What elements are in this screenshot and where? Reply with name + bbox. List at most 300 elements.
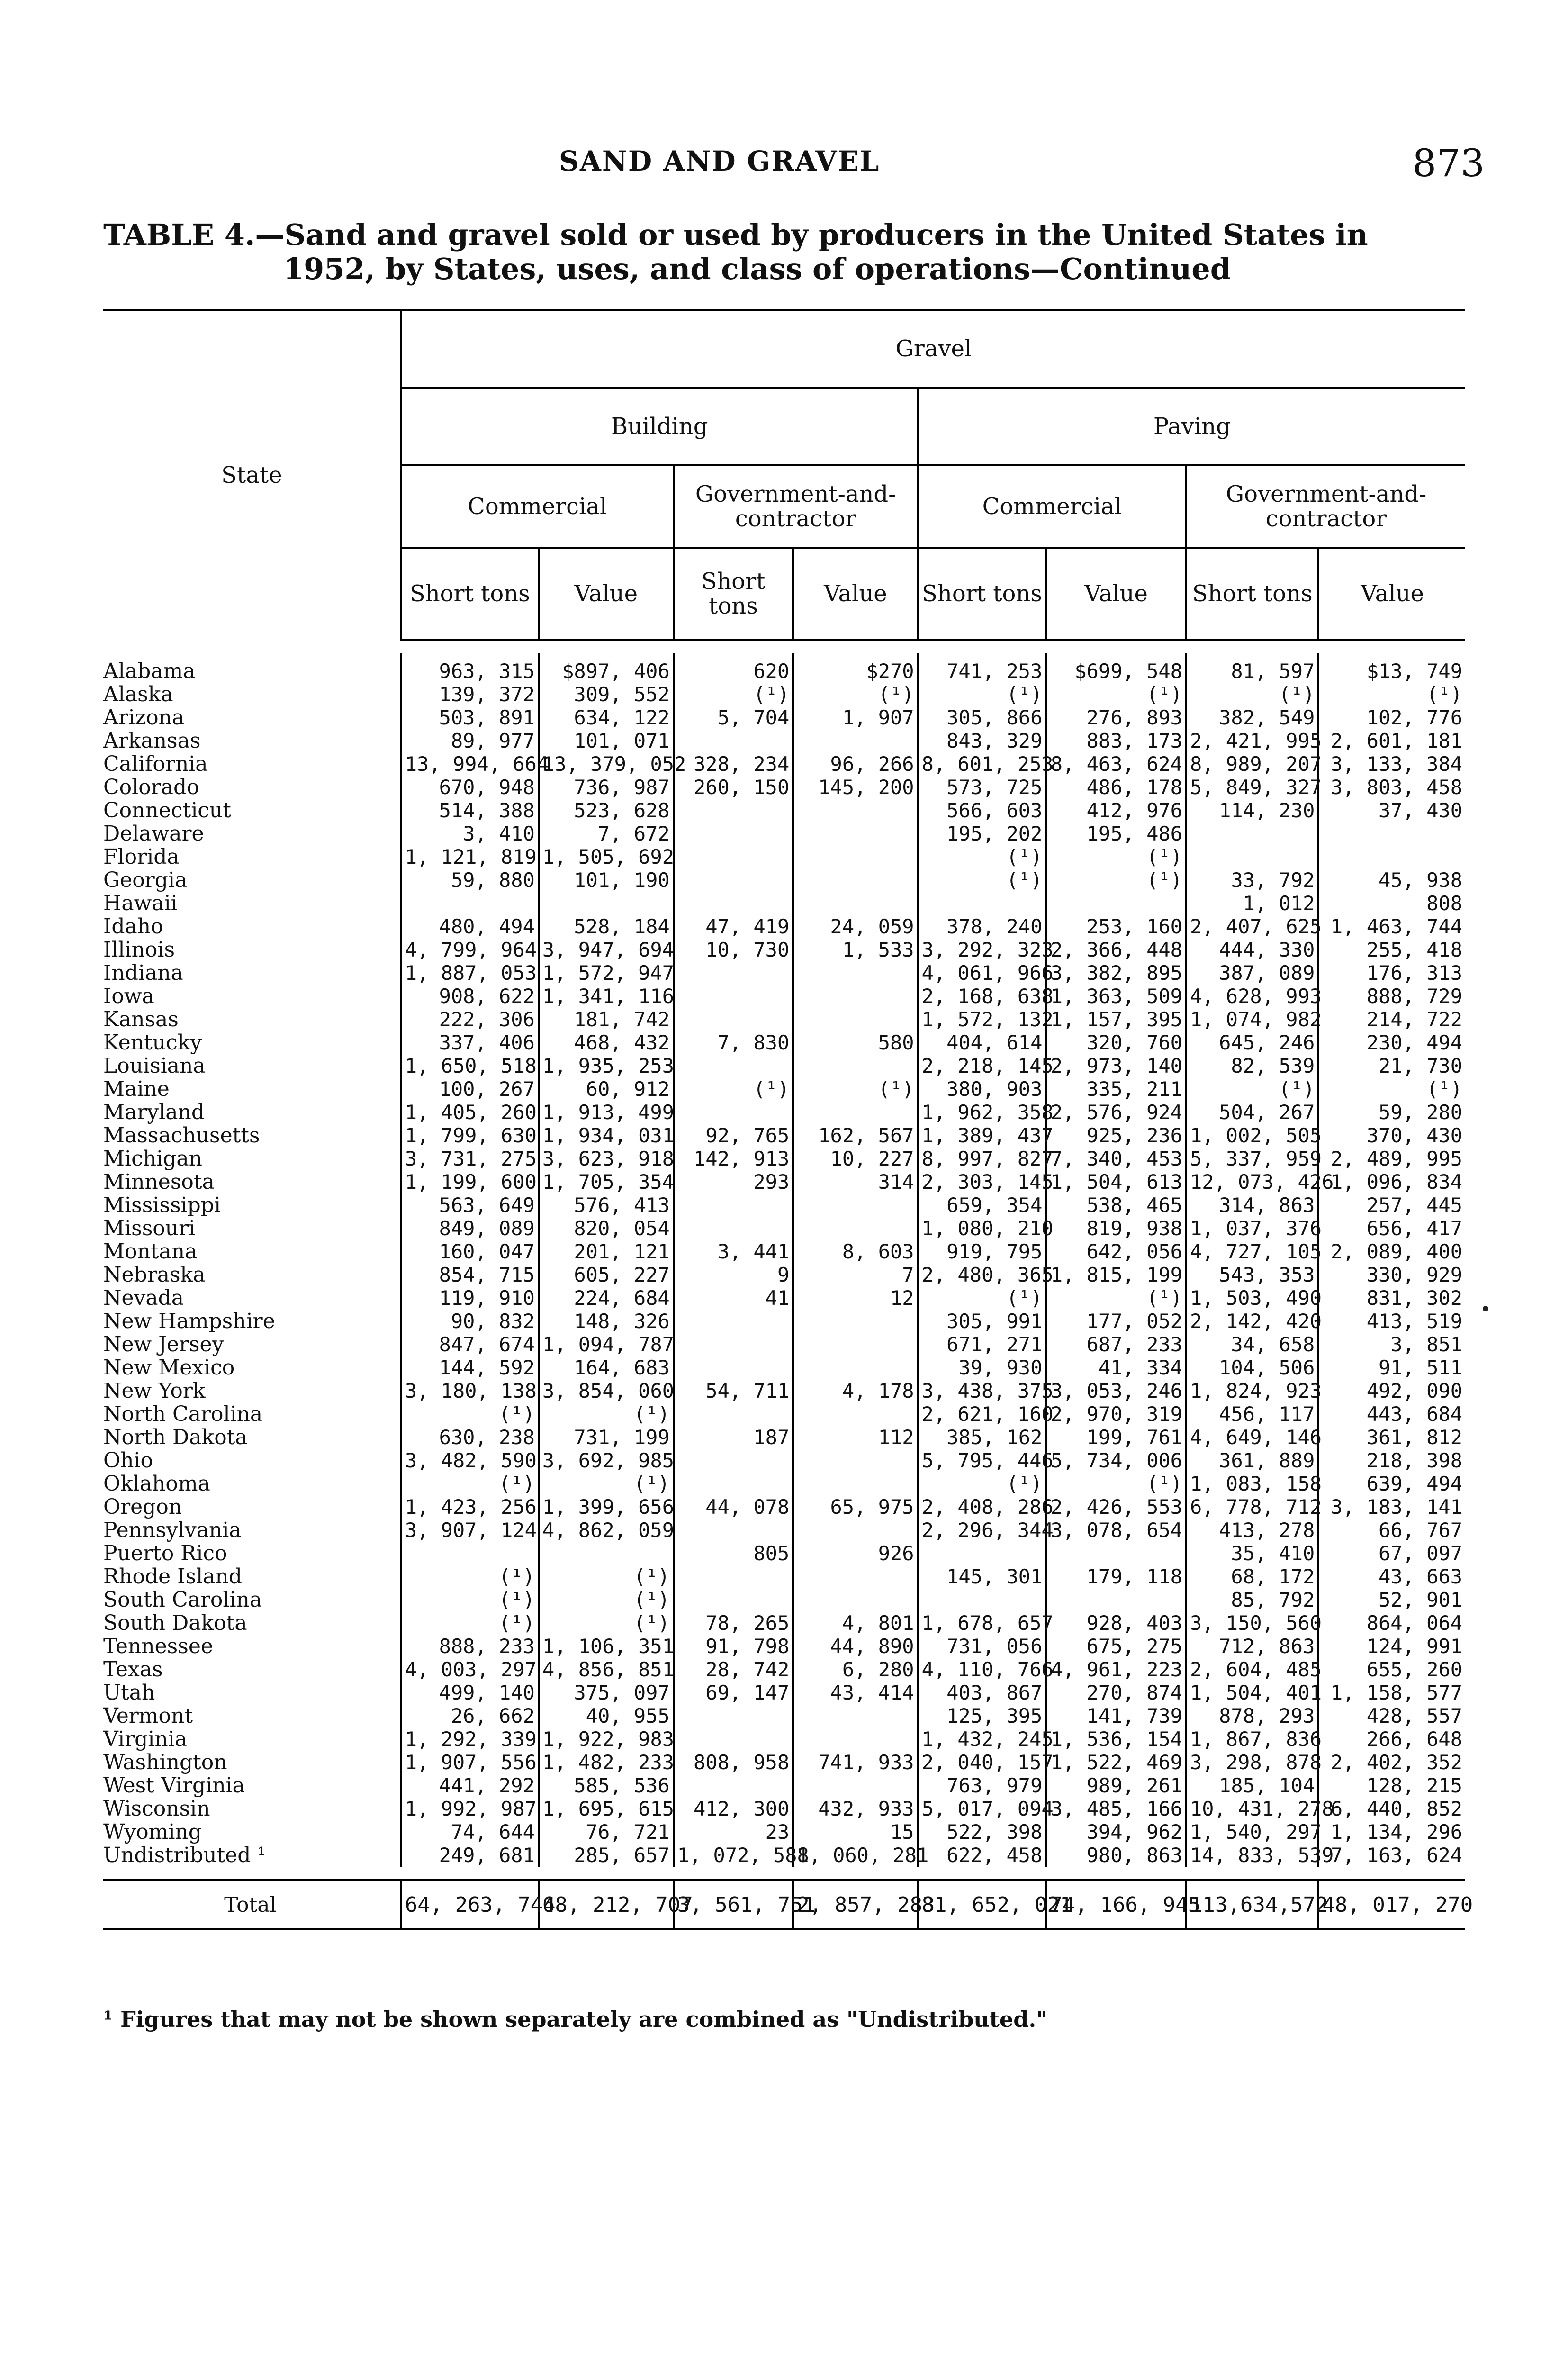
short-tons-header: Short tons: [1186, 548, 1318, 640]
table-cell: 141, 739: [1046, 1704, 1186, 1727]
paving-header: Paving: [918, 388, 1465, 465]
table-cell: 91, 798: [674, 1635, 793, 1658]
table-cell: 1, 533: [793, 938, 918, 961]
table-cell: 8, 997, 827: [918, 1147, 1046, 1170]
table-cell: 3, 183, 141: [1318, 1495, 1465, 1519]
state-name: South Carolina: [103, 1588, 262, 1612]
table-cell: 378, 240: [918, 915, 1046, 938]
table-row: [103, 1774, 1465, 1797]
table-cell: 330, 929: [1318, 1263, 1465, 1286]
table-cell: 164, 683: [539, 1356, 674, 1379]
state-name: Maine: [103, 1077, 170, 1101]
table-cell: 114, 230: [1186, 799, 1318, 822]
table-row: [103, 1542, 1465, 1565]
table-cell: 1, 504, 401: [1186, 1681, 1318, 1704]
table-row: [103, 1565, 1465, 1588]
table-cell: 44, 890: [793, 1635, 918, 1658]
table-cell: 68, 172: [1186, 1565, 1318, 1588]
table-cell: 37, 430: [1318, 799, 1465, 822]
table-cell: 3, 851: [1318, 1333, 1465, 1356]
table-cell: 3, 133, 384: [1318, 752, 1465, 776]
table-cell: 926: [793, 1542, 918, 1565]
table-cell: 522, 398: [918, 1820, 1046, 1844]
short-tons-header: Short tons: [674, 548, 793, 640]
table-cell: 3, 947, 694: [539, 938, 674, 961]
table-cell: 1, 505, 692: [539, 845, 674, 868]
table-cell: (¹): [539, 1565, 674, 1588]
state-name: Utah: [103, 1681, 155, 1705]
table-cell: 1, 695, 615: [539, 1797, 674, 1820]
table-cell: 102, 776: [1318, 706, 1465, 729]
table-cell: [793, 1565, 918, 1588]
table-cell: 908, 622: [401, 985, 539, 1008]
table-cell: (¹): [674, 1077, 793, 1101]
table-cell: 21, 730: [1318, 1054, 1465, 1077]
scan-speck: [1483, 1306, 1488, 1311]
table-cell: [674, 1402, 793, 1426]
table-row: [103, 1472, 1465, 1495]
table-cell: 113,634,572: [1186, 1880, 1318, 1929]
table-cell: 314, 863: [1186, 1194, 1318, 1217]
table-cell: 1, 650, 518: [401, 1054, 539, 1077]
table-cell: [1046, 1588, 1186, 1611]
table-cell: [1046, 1542, 1186, 1565]
table-cell: 3, 410: [401, 822, 539, 845]
table-cell: 34, 658: [1186, 1333, 1318, 1356]
table-cell: 1, 962, 358: [918, 1101, 1046, 1124]
table-cell: $699, 548: [1046, 653, 1186, 683]
table-cell: 361, 889: [1186, 1449, 1318, 1472]
state-name: Wyoming: [103, 1820, 202, 1844]
table-cell: 2, 218, 145: [918, 1054, 1046, 1077]
table-row: [103, 868, 1465, 892]
table-cell: 888, 729: [1318, 985, 1465, 1008]
table-cell: 309, 552: [539, 683, 674, 706]
table-cell: 980, 863: [1046, 1844, 1186, 1867]
table-cell: 3, 692, 985: [539, 1449, 674, 1472]
table-cell: 1, 341, 116: [539, 985, 674, 1008]
table-cell: 741, 253: [918, 653, 1046, 683]
table-cell: 119, 910: [401, 1286, 539, 1310]
table-cell: 1, 072, 588: [674, 1844, 793, 1867]
table-cell: 928, 403: [1046, 1611, 1186, 1635]
table-row: [103, 1147, 1465, 1170]
value-header: Value: [1318, 548, 1465, 640]
table-cell: [539, 892, 674, 915]
table-cell: 44, 078: [674, 1495, 793, 1519]
value-header: Value: [793, 548, 918, 640]
table-cell: (¹): [539, 1472, 674, 1495]
table-cell: 39, 930: [918, 1356, 1046, 1379]
state-name: Alaska: [103, 682, 173, 706]
state-name: Oregon: [103, 1495, 182, 1519]
table-cell: 5, 734, 006: [1046, 1449, 1186, 1472]
table-cell: 712, 863: [1186, 1635, 1318, 1658]
table-cell: 1, 083, 158: [1186, 1472, 1318, 1495]
table-cell: (¹): [1046, 1286, 1186, 1310]
table-cell: 480, 494: [401, 915, 539, 938]
table-cell: 41: [674, 1286, 793, 1310]
table-cell: 124, 991: [1318, 1635, 1465, 1658]
table-cell: 54, 711: [674, 1379, 793, 1402]
table-cell: 100, 267: [401, 1077, 539, 1101]
table-cell: 257, 445: [1318, 1194, 1465, 1217]
table-row: [103, 1077, 1465, 1101]
table-cell: 864, 064: [1318, 1611, 1465, 1635]
table-cell: 181, 742: [539, 1008, 674, 1031]
table-cell: 139, 372: [401, 683, 539, 706]
table-cell: 101, 071: [539, 729, 674, 752]
table-cell: 1, 867, 836: [1186, 1727, 1318, 1751]
table-cell: 387, 089: [1186, 961, 1318, 985]
state-name: Alabama: [103, 659, 196, 683]
table-cell: [793, 1588, 918, 1611]
table-row: [103, 729, 1465, 752]
table-cell: 1, 096, 834: [1318, 1170, 1465, 1194]
table-cell: 14, 833, 539: [1186, 1844, 1318, 1867]
table-cell: 4, 862, 059: [539, 1519, 674, 1542]
table-cell: 12: [793, 1286, 918, 1310]
state-name: Vermont: [103, 1704, 193, 1728]
table-cell: 2, 402, 352: [1318, 1751, 1465, 1774]
table-cell: 1, 815, 199: [1046, 1263, 1186, 1286]
state-name: North Carolina: [103, 1402, 263, 1426]
table-cell: 1, 292, 339: [401, 1727, 539, 1751]
table-cell: 382, 549: [1186, 706, 1318, 729]
table-cell: 328, 234: [674, 752, 793, 776]
table-cell: 2, 426, 553: [1046, 1495, 1186, 1519]
table-cell: [793, 892, 918, 915]
table-cell: [793, 799, 918, 822]
table-cell: 1, 799, 630: [401, 1124, 539, 1147]
footnote: ¹ Figures that may not be shown separately are combined as "Undistributed.": [103, 2007, 1048, 2032]
table-cell: [793, 1333, 918, 1356]
value-header: Value: [539, 548, 674, 640]
table-cell: 4, 801: [793, 1611, 918, 1635]
table-cell: 622, 458: [918, 1844, 1046, 1867]
table-cell: 214, 722: [1318, 1008, 1465, 1031]
table-cell: 808: [1318, 892, 1465, 915]
table-cell: (¹): [401, 1565, 539, 1588]
table-cell: (¹): [1186, 1077, 1318, 1101]
state-name: Florida: [103, 845, 180, 869]
table-cell: 3, 731, 275: [401, 1147, 539, 1170]
table-cell: 1, 002, 505: [1186, 1124, 1318, 1147]
table-cell: [674, 1472, 793, 1495]
state-name: Idaho: [103, 914, 163, 939]
table-cell: 2, 168, 638: [918, 985, 1046, 1008]
table-cell: 6, 280: [793, 1658, 918, 1681]
building-government-header: Government-and-contractor: [674, 465, 918, 548]
table-cell: 1, 199, 600: [401, 1170, 539, 1194]
table-cell: [674, 822, 793, 845]
table-cell: [674, 1704, 793, 1727]
table-cell: 3, 854, 060: [539, 1379, 674, 1402]
table-cell: 276, 893: [1046, 706, 1186, 729]
table-cell: (¹): [918, 683, 1046, 706]
table-cell: [793, 1727, 918, 1751]
table-cell: 285, 657: [539, 1844, 674, 1867]
table-row: [103, 653, 1465, 683]
table-row: [103, 1170, 1465, 1194]
table-cell: $13, 749: [1318, 653, 1465, 683]
table-cell: 2, 366, 448: [1046, 938, 1186, 961]
table-cell: 74, 166, 945: [1046, 1880, 1186, 1929]
table-cell: 1, 907: [793, 706, 918, 729]
table-cell: [918, 1588, 1046, 1611]
table-cell: 503, 891: [401, 706, 539, 729]
state-name: Virginia: [103, 1727, 187, 1751]
table-cell: 444, 330: [1186, 938, 1318, 961]
state-name: California: [103, 752, 208, 776]
table-cell: 361, 812: [1318, 1426, 1465, 1449]
table-cell: 1, 389, 437: [918, 1124, 1046, 1147]
table-cell: 3, 441: [674, 1240, 793, 1263]
table-cell: [793, 1310, 918, 1333]
page-number: 873: [1412, 141, 1485, 185]
state-name: Total: [103, 1880, 401, 1929]
table-cell: 819, 938: [1046, 1217, 1186, 1240]
table-cell: 23: [674, 1820, 793, 1844]
table-cell: 69, 147: [674, 1681, 793, 1704]
table-cell: [793, 1402, 918, 1426]
table-cell: 843, 329: [918, 729, 1046, 752]
table-cell: 1, 106, 351: [539, 1635, 674, 1658]
table-row: [103, 1519, 1465, 1542]
table-cell: 1, 992, 987: [401, 1797, 539, 1820]
table-cell: (¹): [401, 1611, 539, 1635]
table-cell: [793, 961, 918, 985]
building-commercial-header: Commercial: [401, 465, 674, 548]
table-cell: 585, 536: [539, 1774, 674, 1797]
table-cell: [401, 892, 539, 915]
state-name: Michigan: [103, 1147, 202, 1171]
table-cell: 5, 017, 094: [918, 1797, 1046, 1820]
table-cell: (¹): [1318, 1077, 1465, 1101]
table-cell: 849, 089: [401, 1217, 539, 1240]
table-cell: 67, 097: [1318, 1542, 1465, 1565]
table-row: [103, 1751, 1465, 1774]
building-header: Building: [401, 388, 918, 465]
table-cell: 195, 202: [918, 822, 1046, 845]
table-cell: 145, 200: [793, 776, 918, 799]
table-cell: 3, 907, 124: [401, 1519, 539, 1542]
table-cell: 831, 302: [1318, 1286, 1465, 1310]
table-cell: 4, 799, 964: [401, 938, 539, 961]
table-cell: 92, 765: [674, 1124, 793, 1147]
table-cell: [674, 799, 793, 822]
table-row: [103, 1611, 1465, 1635]
state-name: Maryland: [103, 1100, 205, 1124]
table-cell: [793, 1194, 918, 1217]
table-cell: 101, 190: [539, 868, 674, 892]
table-cell: 1, 094, 787: [539, 1333, 674, 1356]
table-cell: 413, 278: [1186, 1519, 1318, 1542]
table-cell: 492, 090: [1318, 1379, 1465, 1402]
table-cell: 3, 623, 918: [539, 1147, 674, 1170]
table-cell: [793, 1008, 918, 1031]
table-cell: 145, 301: [918, 1565, 1046, 1588]
table-caption: [103, 218, 1468, 286]
state-column-header: State: [103, 310, 401, 640]
table-row: [103, 1310, 1465, 1333]
table-cell: 270, 874: [1046, 1681, 1186, 1704]
table-cell: 1, 463, 744: [1318, 915, 1465, 938]
state-name: Montana: [103, 1239, 198, 1264]
table-cell: (¹): [539, 1611, 674, 1635]
table-cell: 1, 037, 376: [1186, 1217, 1318, 1240]
table-row: [103, 799, 1465, 822]
table-cell: 736, 987: [539, 776, 674, 799]
table-cell: 47, 419: [674, 915, 793, 938]
table-cell: 8, 463, 624: [1046, 752, 1186, 776]
value-header: Value: [1046, 548, 1186, 640]
table-cell: [539, 1542, 674, 1565]
table-cell: 148, 326: [539, 1310, 674, 1333]
table-cell: 655, 260: [1318, 1658, 1465, 1681]
table-cell: [1046, 892, 1186, 915]
table-cell: 7, 672: [539, 822, 674, 845]
table-cell: 96, 266: [793, 752, 918, 776]
table-cell: 28, 742: [674, 1658, 793, 1681]
table-cell: 255, 418: [1318, 938, 1465, 961]
table-cell: 9: [674, 1263, 793, 1286]
table-cell: 538, 465: [1046, 1194, 1186, 1217]
table-row: [103, 1426, 1465, 1449]
table-cell: 8, 603: [793, 1240, 918, 1263]
table-cell: 10, 227: [793, 1147, 918, 1170]
table-cell: [918, 1542, 1046, 1565]
table-cell: 260, 150: [674, 776, 793, 799]
table-cell: 66, 767: [1318, 1519, 1465, 1542]
table-cell: 45, 938: [1318, 868, 1465, 892]
table-cell: 1, 913, 499: [539, 1101, 674, 1124]
table-cell: 335, 211: [1046, 1077, 1186, 1101]
table-cell: 125, 395: [918, 1704, 1046, 1727]
table-row: [103, 1356, 1465, 1379]
table-cell: [674, 1588, 793, 1611]
table-cell: 144, 592: [401, 1356, 539, 1379]
table-row: [103, 1101, 1465, 1124]
table-cell: 48, 017, 270: [1318, 1880, 1465, 1929]
table-cell: 486, 178: [1046, 776, 1186, 799]
table-cell: 1, 572, 947: [539, 961, 674, 985]
table-cell: 2, 489, 995: [1318, 1147, 1465, 1170]
table-cell: 2, 601, 181: [1318, 729, 1465, 752]
table-cell: [918, 892, 1046, 915]
table-cell: 177, 052: [1046, 1310, 1186, 1333]
state-name: Washington: [103, 1750, 227, 1774]
table-cell: 43, 663: [1318, 1565, 1465, 1588]
table-cell: 82, 539: [1186, 1054, 1318, 1077]
table-row: [103, 706, 1465, 729]
table-cell: 40, 955: [539, 1704, 674, 1727]
table-cell: 925, 236: [1046, 1124, 1186, 1147]
table-row: [103, 1031, 1465, 1054]
table-cell: [674, 1008, 793, 1031]
table-row: [103, 1402, 1465, 1426]
table-cell: 1, 522, 469: [1046, 1751, 1186, 1774]
table-row: [103, 683, 1465, 706]
table-cell: [674, 1565, 793, 1588]
table-cell: [674, 1356, 793, 1379]
table-cell: 645, 246: [1186, 1031, 1318, 1054]
paving-government-header: Government-and-contractor: [1186, 465, 1465, 548]
table-cell: 2, 303, 145: [918, 1170, 1046, 1194]
state-name: Arkansas: [103, 729, 201, 753]
table-cell: 305, 866: [918, 706, 1046, 729]
table-cell: 33, 792: [1186, 868, 1318, 892]
state-name: Kentucky: [103, 1031, 202, 1055]
table-cell: 91, 511: [1318, 1356, 1465, 1379]
table-cell: 249, 681: [401, 1844, 539, 1867]
running-title: SAND AND GRAVEL: [559, 145, 880, 177]
table-cell: (¹): [793, 1077, 918, 1101]
table-cell: 412, 300: [674, 1797, 793, 1820]
table-cell: 847, 674: [401, 1333, 539, 1356]
table-cell: 1, 887, 053: [401, 961, 539, 985]
table-cell: 13, 379, 052: [539, 752, 674, 776]
table-cell: 52, 901: [1318, 1588, 1465, 1611]
table-row: [103, 1681, 1465, 1704]
table-cell: 2, 857, 283: [793, 1880, 918, 1929]
state-name: New Hampshire: [103, 1309, 275, 1333]
table-cell: 1, 504, 613: [1046, 1170, 1186, 1194]
table-cell: 128, 215: [1318, 1774, 1465, 1797]
table-cell: 2, 296, 344: [918, 1519, 1046, 1542]
table-cell: 370, 430: [1318, 1124, 1465, 1147]
state-name: New Jersey: [103, 1332, 224, 1356]
table-cell: 1, 572, 132: [918, 1008, 1046, 1031]
table-cell: 1, 074, 982: [1186, 1008, 1318, 1031]
table-row: [103, 938, 1465, 961]
table-cell: [793, 1774, 918, 1797]
table-cell: 2, 480, 365: [918, 1263, 1046, 1286]
state-name: Ohio: [103, 1448, 153, 1473]
table-cell: 1, 158, 577: [1318, 1681, 1465, 1704]
table-cell: 4, 061, 966: [918, 961, 1046, 985]
table-cell: 1, 935, 253: [539, 1054, 674, 1077]
table-cell: 642, 056: [1046, 1240, 1186, 1263]
table-cell: 201, 121: [539, 1240, 674, 1263]
table-cell: [793, 1217, 918, 1240]
table-cell: (¹): [1046, 845, 1186, 868]
table-cell: 3, 482, 590: [401, 1449, 539, 1472]
table-cell: 3, 438, 375: [918, 1379, 1046, 1402]
state-name: Delaware: [103, 822, 204, 846]
table-cell: 1, 134, 296: [1318, 1820, 1465, 1844]
table-row: [103, 892, 1465, 915]
table-cell: (¹): [918, 1286, 1046, 1310]
table-cell: 8, 989, 207: [1186, 752, 1318, 776]
table-cell: [793, 1054, 918, 1077]
table-cell: 1, 121, 819: [401, 845, 539, 868]
state-name: Puerto Rico: [103, 1541, 227, 1565]
table-cell: 2, 040, 157: [918, 1751, 1046, 1774]
table-cell: [674, 1054, 793, 1077]
state-name: Indiana: [103, 961, 183, 985]
table-cell: (¹): [539, 1402, 674, 1426]
table-row: [103, 1658, 1465, 1681]
state-name: Connecticut: [103, 798, 231, 823]
table-cell: 59, 880: [401, 868, 539, 892]
table-cell: (¹): [401, 1402, 539, 1426]
table-row: [103, 776, 1465, 799]
table-cell: 5, 337, 959: [1186, 1147, 1318, 1170]
table-cell: $270: [793, 653, 918, 683]
table-cell: 10, 730: [674, 938, 793, 961]
table-cell: 15: [793, 1820, 918, 1844]
